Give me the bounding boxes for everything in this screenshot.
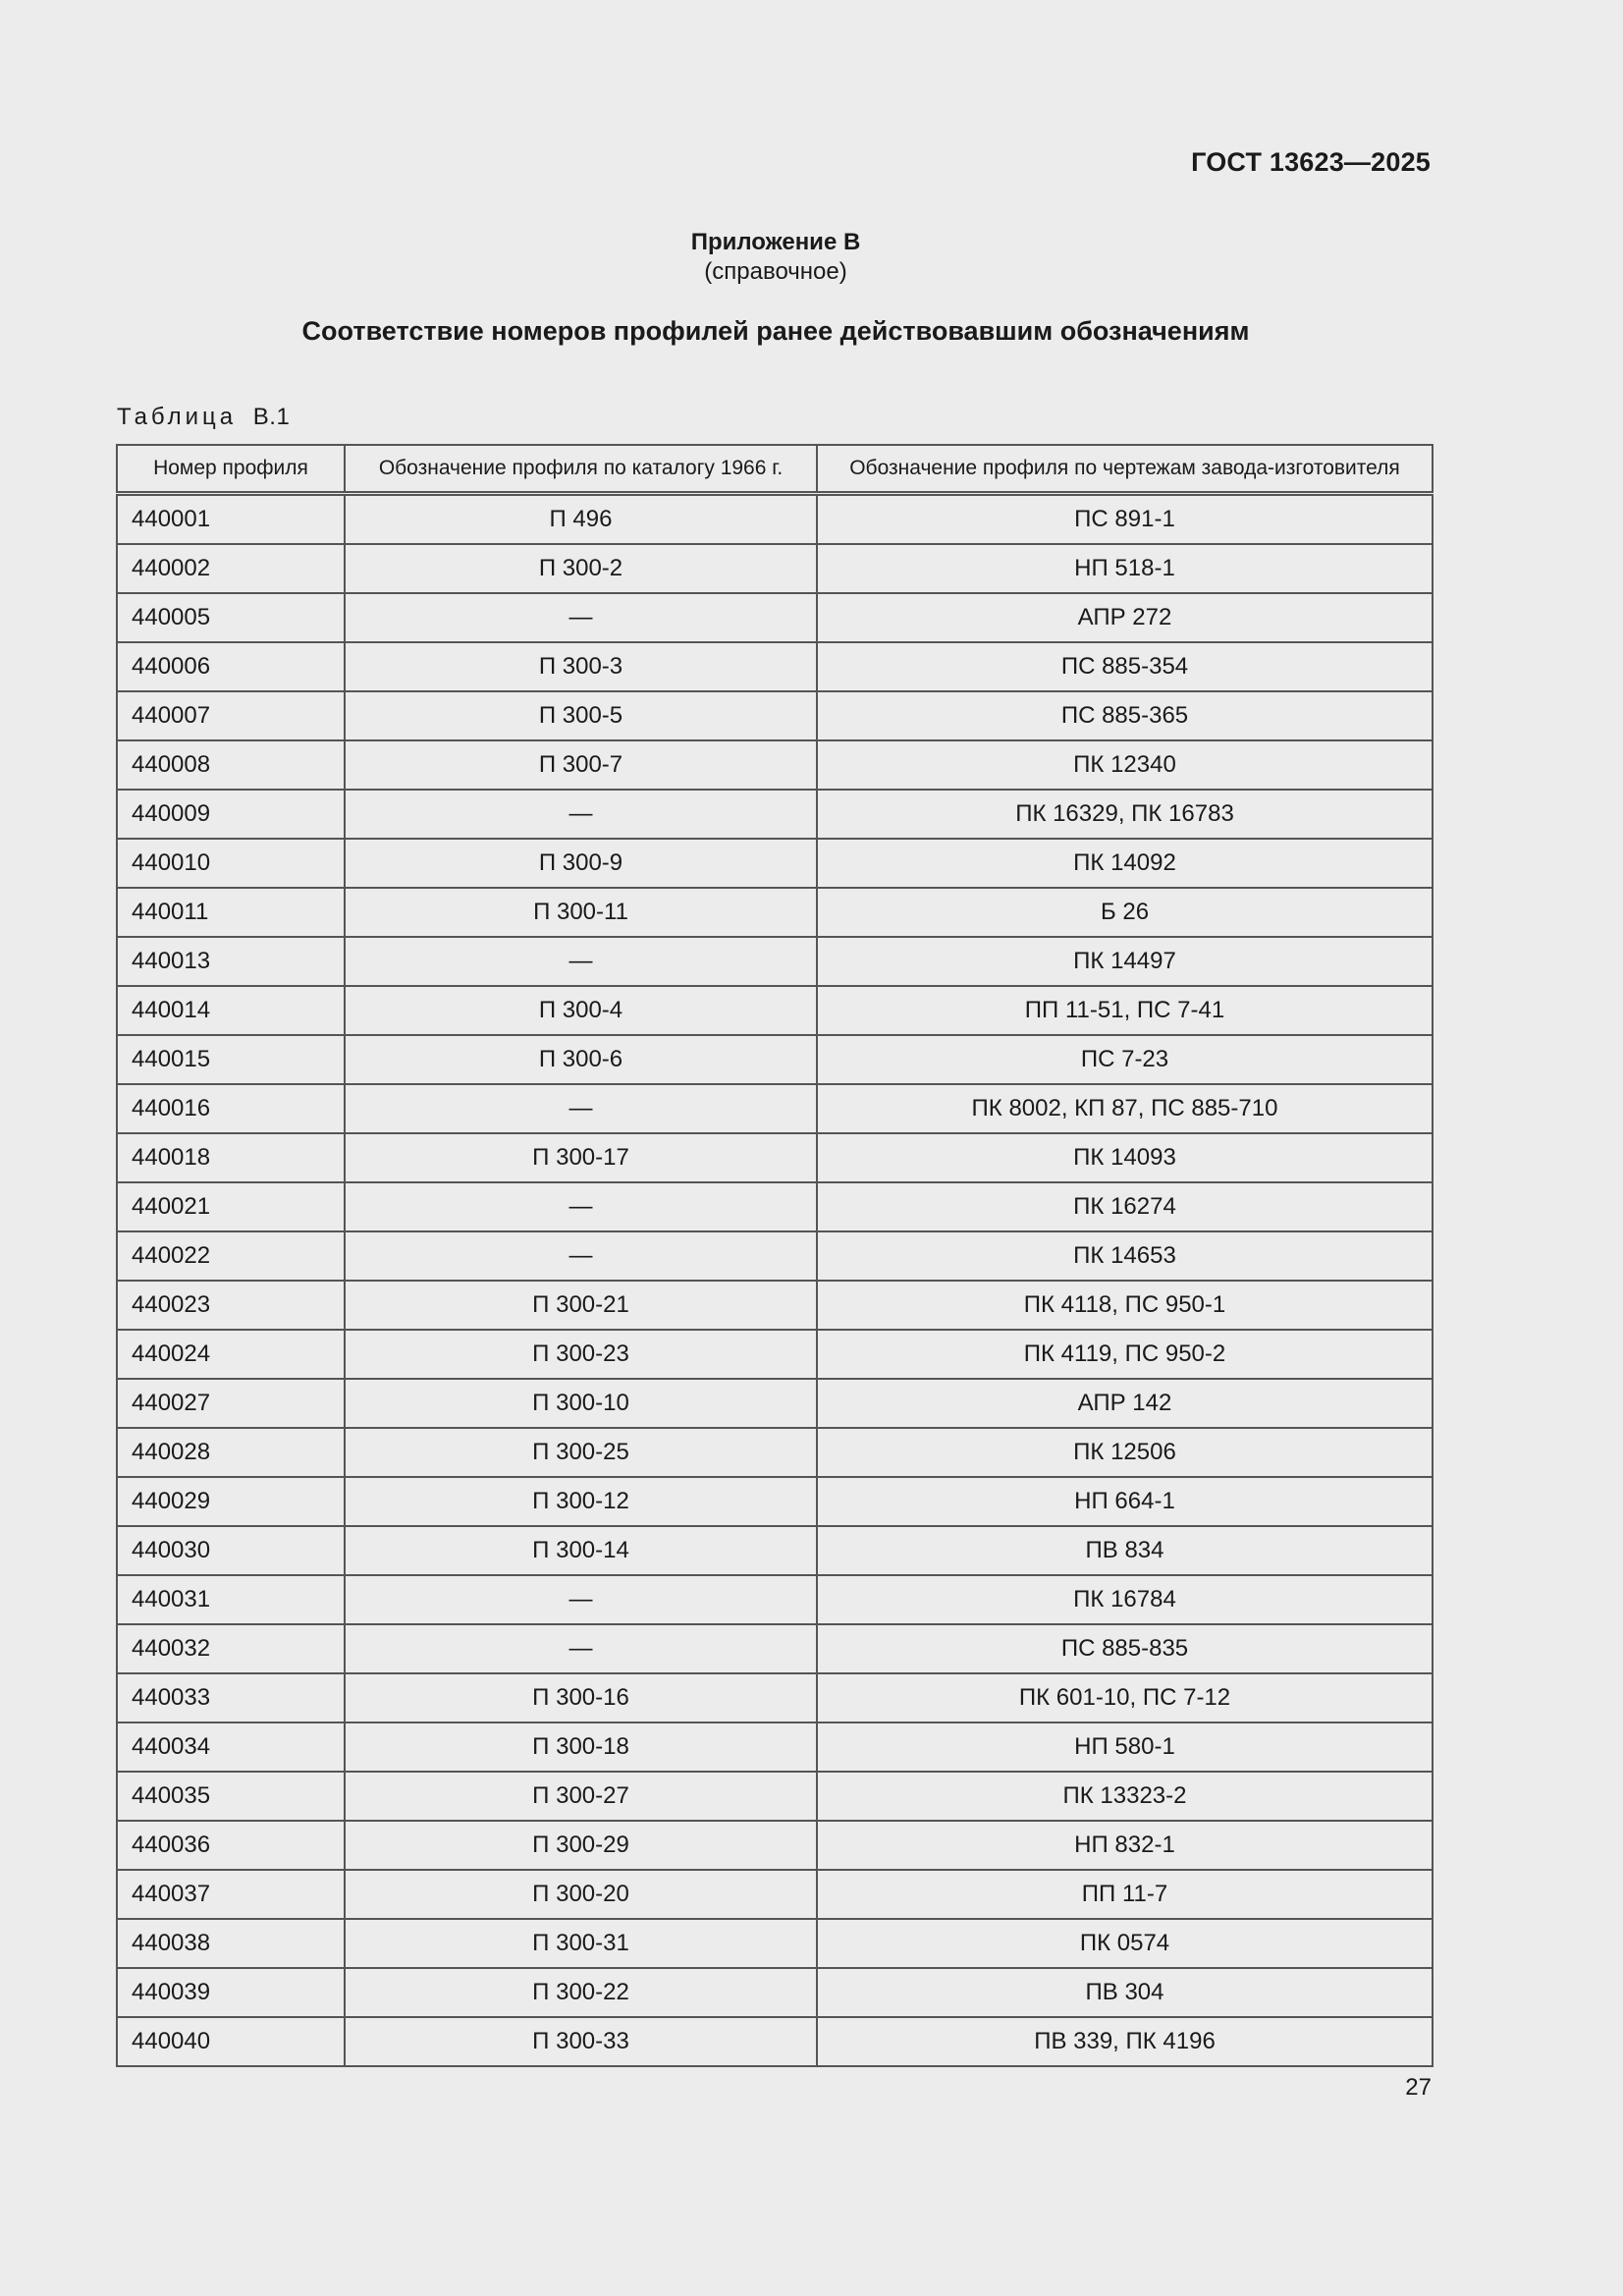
cell-manufacturer-designation: ПП 11-51, ПС 7-41 (817, 986, 1433, 1035)
column-header-profile-number: Номер профиля (117, 445, 345, 494)
cell-manufacturer-designation: ПК 8002, КП 87, ПС 885-710 (817, 1084, 1433, 1133)
document-code: ГОСТ 13623—2025 (1191, 147, 1431, 177)
cell-manufacturer-designation: ПК 16274 (817, 1182, 1433, 1231)
cell-profile-number: 440035 (117, 1772, 345, 1821)
cell-manufacturer-designation: ПК 14092 (817, 839, 1433, 888)
cell-profile-number: 440027 (117, 1379, 345, 1428)
cell-manufacturer-designation: ПС 885-354 (817, 642, 1433, 691)
table-row (117, 593, 1433, 642)
table-row (117, 1624, 1433, 1673)
cell-profile-number: 440002 (117, 544, 345, 593)
table-row (117, 1722, 1433, 1772)
cell-manufacturer-designation: ПК 601-10, ПС 7-12 (817, 1673, 1433, 1722)
table-row (117, 642, 1433, 691)
table-row (117, 1968, 1433, 2017)
cell-profile-number: 440023 (117, 1281, 345, 1330)
table-caption-number: В.1 (252, 404, 291, 430)
table-row (117, 888, 1433, 937)
cell-profile-number: 440009 (117, 790, 345, 839)
cell-profile-number: 440036 (117, 1821, 345, 1870)
cell-catalog-1966: П 300-16 (345, 1673, 817, 1722)
cell-profile-number: 440022 (117, 1231, 345, 1281)
cell-profile-number: 440018 (117, 1133, 345, 1182)
cell-manufacturer-designation: ПК 12506 (817, 1428, 1433, 1477)
cell-profile-number: 440007 (117, 691, 345, 740)
cell-catalog-1966: — (345, 593, 817, 642)
table-row (117, 1772, 1433, 1821)
cell-profile-number: 440011 (117, 888, 345, 937)
cell-profile-number: 440039 (117, 1968, 345, 2017)
cell-manufacturer-designation: ПК 14093 (817, 1133, 1433, 1182)
cell-manufacturer-designation: ПП 11-7 (817, 1870, 1433, 1919)
cell-manufacturer-designation: ПВ 834 (817, 1526, 1433, 1575)
cell-profile-number: 440040 (117, 2017, 345, 2066)
cell-catalog-1966: П 496 (345, 494, 817, 545)
cell-manufacturer-designation: АПР 272 (817, 593, 1433, 642)
cell-catalog-1966: П 300-25 (345, 1428, 817, 1477)
table-row (117, 1870, 1433, 1919)
cell-profile-number: 440021 (117, 1182, 345, 1231)
table-row (117, 1821, 1433, 1870)
table-row (117, 790, 1433, 839)
table-row (117, 1673, 1433, 1722)
table-row (117, 839, 1433, 888)
cell-profile-number: 440033 (117, 1673, 345, 1722)
cell-manufacturer-designation: ПК 4119, ПС 950-2 (817, 1330, 1433, 1379)
cell-catalog-1966: П 300-7 (345, 740, 817, 790)
cell-catalog-1966: — (345, 1084, 817, 1133)
table-row (117, 1428, 1433, 1477)
table-row (117, 1084, 1433, 1133)
cell-catalog-1966: П 300-6 (345, 1035, 817, 1084)
cell-manufacturer-designation: ПК 14653 (817, 1231, 1433, 1281)
table-body (117, 494, 1433, 2067)
cell-catalog-1966: — (345, 1231, 817, 1281)
table-row (117, 494, 1433, 545)
cell-catalog-1966: П 300-18 (345, 1722, 817, 1772)
column-header-catalog-1966: Обозначение профиля по каталогу 1966 г. (345, 445, 817, 494)
table-caption-word: Таблица (117, 404, 238, 430)
cell-catalog-1966: П 300-3 (345, 642, 817, 691)
cell-manufacturer-designation: Б 26 (817, 888, 1433, 937)
cell-manufacturer-designation: НП 832-1 (817, 1821, 1433, 1870)
cell-manufacturer-designation: ПВ 304 (817, 1968, 1433, 2017)
table-row (117, 1526, 1433, 1575)
table-row (117, 1575, 1433, 1624)
cell-catalog-1966: П 300-27 (345, 1772, 817, 1821)
cell-profile-number: 440031 (117, 1575, 345, 1624)
appendix-title: Приложение В (690, 229, 861, 255)
cell-profile-number: 440034 (117, 1722, 345, 1772)
cell-catalog-1966: — (345, 1575, 817, 1624)
cell-profile-number: 440006 (117, 642, 345, 691)
column-header-manufacturer-drawings: Обозначение профиля по чертежам завода-изготовителя (817, 445, 1433, 494)
table-row (117, 2017, 1433, 2066)
cell-catalog-1966: П 300-23 (345, 1330, 817, 1379)
cell-manufacturer-designation: ПК 4118, ПС 950-1 (817, 1281, 1433, 1330)
cell-catalog-1966: — (345, 1182, 817, 1231)
cell-catalog-1966: П 300-17 (345, 1133, 817, 1182)
cell-catalog-1966: П 300-21 (345, 1281, 817, 1330)
cell-profile-number: 440014 (117, 986, 345, 1035)
table-row (117, 740, 1433, 790)
cell-profile-number: 440016 (117, 1084, 345, 1133)
cell-manufacturer-designation: ПК 13323-2 (817, 1772, 1433, 1821)
page-title: Соответствие номеров профилей ранее действовавшим обозначениям (301, 316, 1250, 346)
cell-profile-number: 440024 (117, 1330, 345, 1379)
table-row (117, 1330, 1433, 1379)
cell-manufacturer-designation: ПК 16784 (817, 1575, 1433, 1624)
cell-profile-number: 440030 (117, 1526, 345, 1575)
cell-profile-number: 440005 (117, 593, 345, 642)
table-row (117, 691, 1433, 740)
cell-manufacturer-designation: ПС 891-1 (817, 494, 1433, 545)
cell-catalog-1966: П 300-10 (345, 1379, 817, 1428)
cell-manufacturer-designation: ПК 0574 (817, 1919, 1433, 1968)
cell-manufacturer-designation: НП 664-1 (817, 1477, 1433, 1526)
cell-manufacturer-designation: ПС 7-23 (817, 1035, 1433, 1084)
cell-manufacturer-designation: НП 580-1 (817, 1722, 1433, 1772)
cell-catalog-1966: П 300-5 (345, 691, 817, 740)
cell-profile-number: 440010 (117, 839, 345, 888)
cell-catalog-1966: П 300-22 (345, 1968, 817, 2017)
table-caption (117, 404, 290, 431)
cell-manufacturer-designation: ПВ 339, ПК 4196 (817, 2017, 1433, 2066)
cell-manufacturer-designation: ПК 16329, ПК 16783 (817, 790, 1433, 839)
cell-catalog-1966: П 300-29 (345, 1821, 817, 1870)
cell-manufacturer-designation: ПС 885-835 (817, 1624, 1433, 1673)
cell-profile-number: 440037 (117, 1870, 345, 1919)
table-row (117, 1133, 1433, 1182)
cell-profile-number: 440032 (117, 1624, 345, 1673)
cell-catalog-1966: П 300-2 (345, 544, 817, 593)
cell-manufacturer-designation: ПС 885-365 (817, 691, 1433, 740)
cell-catalog-1966: — (345, 790, 817, 839)
cell-manufacturer-designation: ПК 12340 (817, 740, 1433, 790)
table-row (117, 1182, 1433, 1231)
cell-manufacturer-designation: НП 518-1 (817, 544, 1433, 593)
cell-profile-number: 440038 (117, 1919, 345, 1968)
cell-profile-number: 440015 (117, 1035, 345, 1084)
table-row (117, 1035, 1433, 1084)
cell-manufacturer-designation: ПК 14497 (817, 937, 1433, 986)
appendix-type: (справочное) (704, 258, 847, 285)
cell-profile-number: 440029 (117, 1477, 345, 1526)
cell-catalog-1966: — (345, 1624, 817, 1673)
table-header (117, 445, 1433, 494)
cell-catalog-1966: — (345, 937, 817, 986)
table-row (117, 937, 1433, 986)
cell-catalog-1966: П 300-14 (345, 1526, 817, 1575)
cell-catalog-1966: П 300-11 (345, 888, 817, 937)
table-row (117, 544, 1433, 593)
table-row (117, 1477, 1433, 1526)
cell-profile-number: 440001 (117, 494, 345, 545)
page-number: 27 (1405, 2074, 1432, 2101)
table-row (117, 1919, 1433, 1968)
table-row (117, 1379, 1433, 1428)
cell-profile-number: 440008 (117, 740, 345, 790)
cell-catalog-1966: П 300-9 (345, 839, 817, 888)
cell-catalog-1966: П 300-12 (345, 1477, 817, 1526)
table-row (117, 1231, 1433, 1281)
cell-catalog-1966: П 300-31 (345, 1919, 817, 1968)
profile-correspondence-table (116, 444, 1434, 2067)
cell-catalog-1966: П 300-4 (345, 986, 817, 1035)
cell-manufacturer-designation: АПР 142 (817, 1379, 1433, 1428)
table-header-row (117, 445, 1433, 494)
table-row (117, 986, 1433, 1035)
cell-profile-number: 440028 (117, 1428, 345, 1477)
cell-profile-number: 440013 (117, 937, 345, 986)
table-row (117, 1281, 1433, 1330)
cell-catalog-1966: П 300-20 (345, 1870, 817, 1919)
cell-catalog-1966: П 300-33 (345, 2017, 817, 2066)
